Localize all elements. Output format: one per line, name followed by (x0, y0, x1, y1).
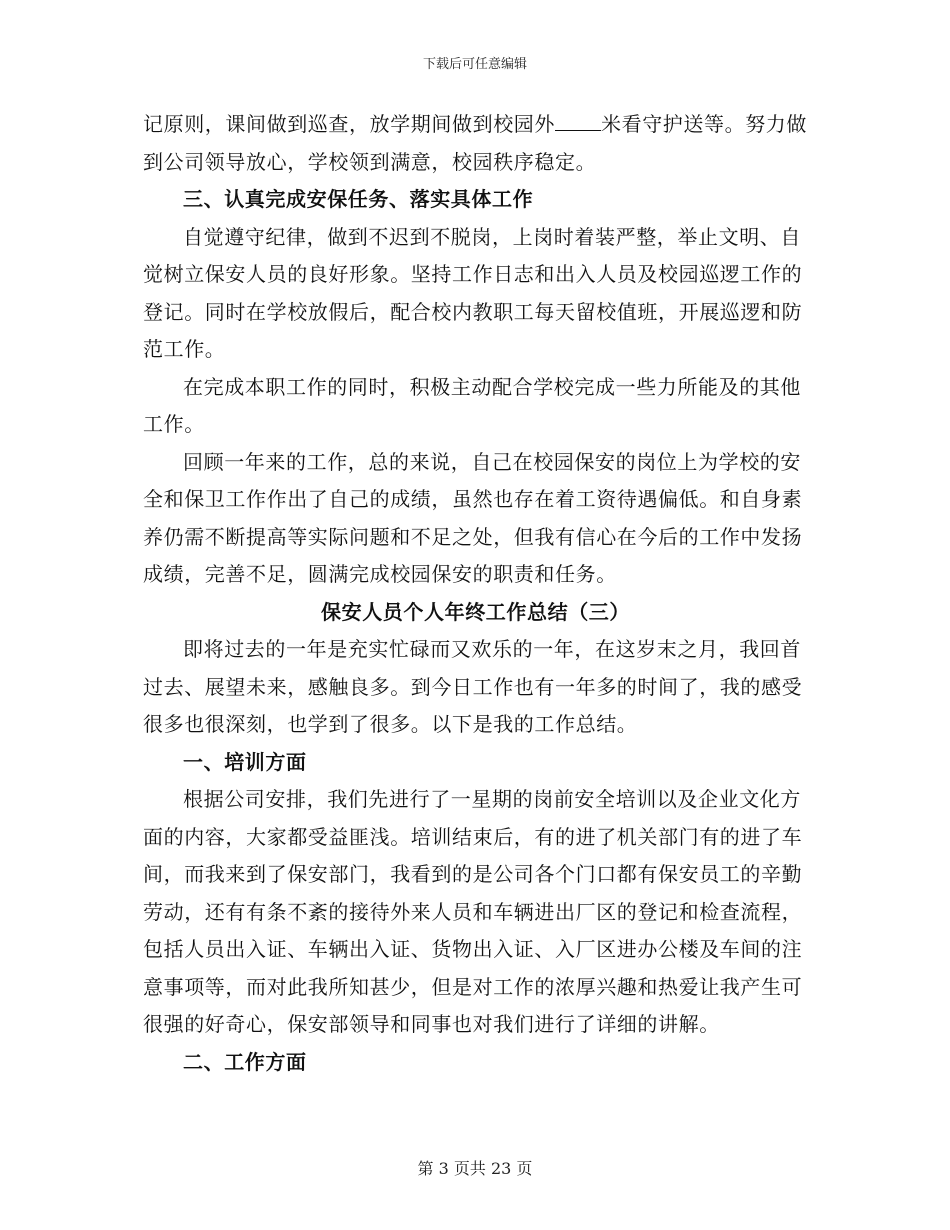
fill-in-blank (555, 113, 601, 131)
section-title: 保安人员个人年终工作总结（三） (321, 599, 630, 624)
section-heading-1: 一、培训方面 (183, 749, 307, 774)
page-header: 下载后可任意编辑 (422, 57, 527, 72)
paragraph: 自觉遵守纪律，做到不迟到不脱岗，上岗时着装严整，举止文明、自觉树立保安人员的良好形象。坚持工作日志和出入人员及校园巡逻工作的登记。同时在学校放假后，配合校内教职工每天留校值班，开展巡逻和防范工作。 (143, 224, 803, 361)
section-heading-2: 二、工作方面 (183, 1049, 307, 1074)
paragraph-continued (143, 106, 808, 181)
paragraph: 根据公司安排，我们先进行了一星期的岗前安全培训以及企业文化方面的内容，大家都受益匪浅。培训结束后，有的进了机关部门有的进了车间，而我来到了保安部门，我看到的是公司各个门口都有保安员工的辛勤劳动，还有有条不紊的接待外来人员和车辆进出厂区的登记和检查流程，包括人员出入证、车辆出入证、货物出入证、入厂区进办公楼及车间的注意事项等，而对此我所知甚少，但是对工作的浓厚兴趣和热爱让我产生可很强的好奇心，保安部领导和同事也对我们进行了详细的讲解。 (143, 787, 803, 1036)
paragraph: 即将过去的一年是充实忙碌而又欢乐的一年，在这岁末之月，我回首过去、展望未来，感触良多。到今日工作也有一年多的时间了，我的感受很多也很深刻，也学到了很多。以下是我的工作总结。 (143, 637, 803, 736)
document-body (143, 106, 808, 1081)
section-heading-3: 三、认真完成安保任务、落实具体工作 (183, 187, 534, 211)
paragraph-text: 米看守护送等。努力做到公司领导放心，学校领到满意，校园秩序稳定。 (143, 112, 807, 174)
page-number: 第 3 页共 23 页 (417, 1159, 533, 1178)
paragraph: 回顾一年来的工作，总的来说，自己在校园保安的岗位上为学校的安全和保卫工作作出了自己的成绩，虽然也存在着工资待遇偏低。和自身素养仍需不断提高等实际问题和不足之处，但我有信心在今后的工作中发扬成绩，完善不足，圆满完成校园保安的职责和任务。 (143, 449, 803, 586)
paragraph: 在完成本职工作的同时，积极主动配合学校完成一些力所能及的其他工作。 (143, 374, 801, 436)
paragraph-text: 记原则，课间做到巡查，放学期间做到校园外 (143, 112, 555, 136)
